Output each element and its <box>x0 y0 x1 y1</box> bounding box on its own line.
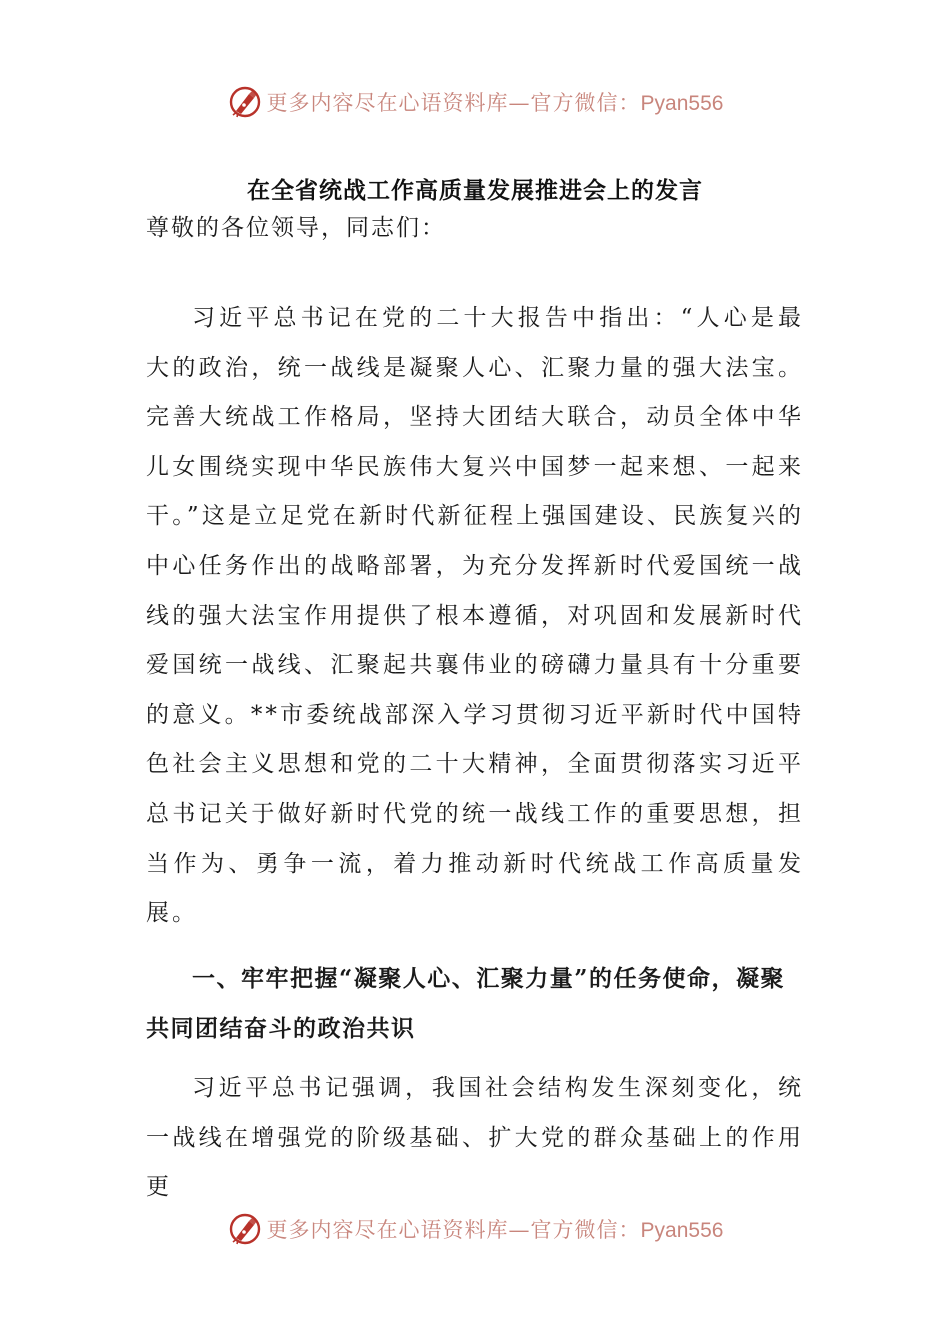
header-wechat-id: Pyan556 <box>640 92 724 115</box>
pen-nib-logo-icon <box>227 84 263 120</box>
footer-wechat-id: Pyan556 <box>640 1219 724 1242</box>
footer-banner <box>0 1209 950 1249</box>
body-paragraph-1: 习近平总书记在党的二十大报告中指出：“人心是最大的政治，统一战线是凝聚人心、汇聚力量的强大法宝。完善大统战工作格局，坚持大团结大联合，动员全体中华儿女围绕实现中华民族伟大复兴中国梦一起来想、一起来干。”这是立足党在新时代新征程上强国建设、民族复兴的中心任务作出的战略部署，为充分发挥新时代爱国统一战线的强大法宝作用提供了根本遵循，对巩固和发展新时代爱国统一战线、汇聚起共襄伟业的磅礴力量具有十分重要的意义。**市委统战部深入学习贯彻习近平新时代中国特色社会主义思想和党的二十大精神，全面贯彻落实习近平总书记关于做好新时代党的统一战线工作的重要思想，担当作为、勇争一流，着力推动新时代统战工作高质量发展。 <box>146 305 804 927</box>
salutation: 尊敬的各位领导，同志们： <box>146 215 446 241</box>
header-banner-text: 更多内容尽在心语资料库—官方微信：Pyan556 <box>266 91 724 115</box>
pen-nib-logo-icon <box>227 1211 263 1247</box>
footer-banner-text: 更多内容尽在心语资料库—官方微信：Pyan556 <box>266 1218 724 1242</box>
document-title: 在全省统战工作高质量发展推进会上的发言 <box>247 177 703 204</box>
body-paragraph-2: 习近平总书记强调，我国社会结构发生深刻变化，统一战线在增强党的阶级基础、扩大党的群众基础上的作用更 <box>146 1075 804 1201</box>
header-banner <box>0 82 950 122</box>
section-1-heading: 一、牢牢把握“凝聚人心、汇聚力量”的任务使命，凝聚共同团结奋斗的政治共识 <box>146 965 785 1042</box>
